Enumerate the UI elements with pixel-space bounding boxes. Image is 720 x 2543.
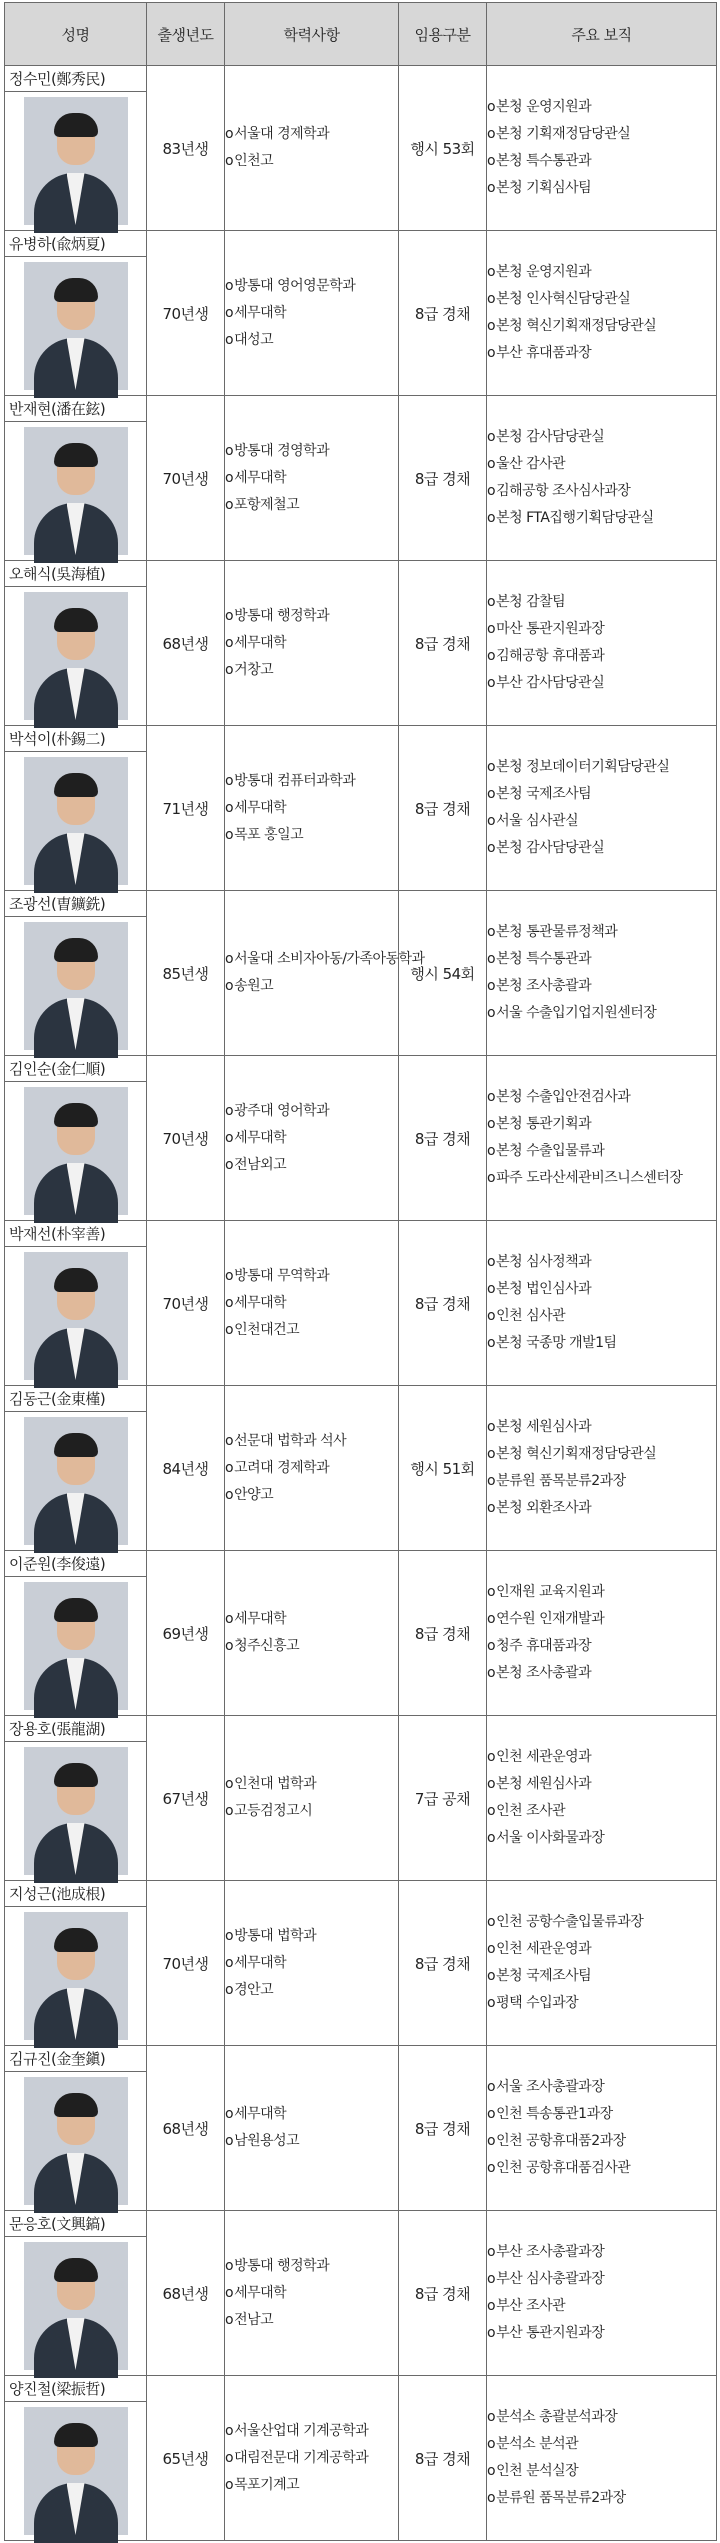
appointment-type: 8급 경채: [399, 561, 487, 726]
education-item: o 방통대 행정학과: [225, 2253, 398, 2280]
position-item: o 분류원 품목분류2과장: [487, 2485, 716, 2512]
position-item: o 본청 국제조사팀: [487, 1963, 716, 1990]
position-item: o 본청 수출입안전검사과: [487, 1084, 716, 1111]
portrait-hair: [54, 278, 98, 302]
appointment-type: 8급 경채: [399, 1056, 487, 1221]
position-item: o 본청 운영지원과: [487, 259, 716, 286]
portrait-hair: [54, 113, 98, 137]
position-item: o 본청 외환조사과: [487, 1495, 716, 1522]
positions-list: [487, 2239, 716, 2347]
education-cell: [225, 561, 399, 726]
person-name-row: [5, 1716, 717, 1742]
positions-cell: [487, 1221, 717, 1386]
person-name-row: [5, 2376, 717, 2402]
position-item: o 본청 통관기획과: [487, 1111, 716, 1138]
position-item: o 평택 수입과장: [487, 1990, 716, 2017]
portrait-hair: [54, 2258, 98, 2282]
education-item: o 대림전문대 기계공학과: [225, 2445, 398, 2472]
positions-list: [487, 754, 716, 862]
education-item: o 대성고: [225, 327, 398, 354]
education-list: [225, 603, 398, 684]
portrait-photo: [24, 2077, 128, 2205]
education-item: o 세무대학: [225, 630, 398, 657]
portrait-photo: [24, 2242, 128, 2370]
education-item: o 세무대학: [225, 795, 398, 822]
positions-cell: [487, 726, 717, 891]
appointment-type: 8급 경채: [399, 2211, 487, 2376]
positions-list: [487, 1744, 716, 1852]
position-item: o 인재원 교육지원과: [487, 1579, 716, 1606]
position-item: o 본청 운영지원과: [487, 94, 716, 121]
portrait-hair: [54, 773, 98, 797]
education-list: [225, 1428, 398, 1509]
position-item: o 인천 분석실장: [487, 2458, 716, 2485]
education-list: [225, 1771, 398, 1825]
appointment-type: 8급 경채: [399, 1221, 487, 1386]
portrait-photo: [24, 1417, 128, 1545]
position-item: o 본청 특수통관과: [487, 148, 716, 175]
position-item: o 인천 공항휴대품2과장: [487, 2128, 716, 2155]
person-name-row: [5, 891, 717, 917]
positions-list: [487, 1909, 716, 2017]
positions-cell: [487, 66, 717, 231]
positions-list: [487, 1579, 716, 1687]
education-item: o 인천대건고: [225, 1317, 398, 1344]
education-item: o 전남외고: [225, 1152, 398, 1179]
education-item: o 청주신흥고: [225, 1633, 398, 1660]
position-item: o 본청 특수통관과: [487, 946, 716, 973]
position-item: o 인천 조사관: [487, 1798, 716, 1825]
position-item: o 분류원 품목분류2과장: [487, 1468, 716, 1495]
person-name: 조광선(曺鑛銑): [5, 891, 147, 917]
portrait-photo: [24, 1252, 128, 1380]
birth-year: 71년생: [147, 726, 225, 891]
positions-list: [487, 919, 716, 1027]
education-item: o 세무대학: [225, 1950, 398, 1977]
education-cell: [225, 66, 399, 231]
education-cell: [225, 1056, 399, 1221]
photo-cell: [5, 1907, 147, 2046]
education-cell: [225, 396, 399, 561]
person-name: 김동근(金東槿): [5, 1386, 147, 1412]
portrait-photo: [24, 427, 128, 555]
position-item: o 본청 감사담당관실: [487, 424, 716, 451]
position-item: o 인천 세관운영과: [487, 1744, 716, 1771]
personnel-table: [4, 2, 717, 2541]
person-name-row: [5, 2046, 717, 2072]
header-name: 성명: [5, 3, 147, 66]
position-item: o 본청 혁신기획재정담당관실: [487, 313, 716, 340]
position-item: o 본청 혁신기획재정담당관실: [487, 1441, 716, 1468]
position-item: o 분석소 분석관: [487, 2431, 716, 2458]
portrait-hair: [54, 443, 98, 467]
portrait-photo: [24, 97, 128, 225]
education-item: o 방통대 행정학과: [225, 603, 398, 630]
birth-year: 68년생: [147, 2211, 225, 2376]
appointment-type: 8급 경채: [399, 2376, 487, 2541]
portrait-hair: [54, 1928, 98, 1952]
positions-cell: [487, 2211, 717, 2376]
positions-list: [487, 589, 716, 697]
photo-cell: [5, 1412, 147, 1551]
person-name: 박석이(朴錫二): [5, 726, 147, 752]
education-item: o 고등검정고시: [225, 1798, 398, 1825]
photo-cell: [5, 917, 147, 1056]
education-item: o 선문대 법학과 석사: [225, 1428, 398, 1455]
education-list: [225, 273, 398, 354]
education-cell: [225, 891, 425, 1056]
birth-year: 70년생: [147, 231, 225, 396]
birth-year: 70년생: [147, 396, 225, 561]
education-item: o 송원고: [225, 973, 398, 1000]
position-item: o 인천 심사관: [487, 1303, 716, 1330]
portrait-hair: [54, 2093, 98, 2117]
education-item: o 광주대 영어학과: [225, 1098, 398, 1125]
position-item: o 부산 휴대품과장: [487, 340, 716, 367]
photo-cell: [5, 92, 147, 231]
portrait-hair: [54, 1763, 98, 1787]
education-item: o 서울산업대 기계공학과: [225, 2418, 398, 2445]
position-item: o 본청 통관물류정책과: [487, 919, 716, 946]
education-item: o 서울대 소비자아동/가족아동학과: [225, 946, 398, 973]
person-name: 김인순(金仁順): [5, 1056, 147, 1082]
positions-cell: [487, 1716, 717, 1881]
education-cell: [225, 231, 399, 396]
position-item: o 본청 국종망 개발1팀: [487, 1330, 716, 1357]
birth-year: 68년생: [147, 561, 225, 726]
education-list: [225, 946, 425, 1000]
positions-list: [487, 1084, 716, 1192]
education-item: o 고려대 경제학과: [225, 1455, 398, 1482]
positions-list: [487, 259, 716, 367]
position-item: o 서울 수출입기업지원센터장: [487, 1000, 716, 1027]
education-item: o 안양고: [225, 1482, 398, 1509]
positions-cell: [487, 891, 717, 1056]
person-name-row: [5, 231, 717, 257]
portrait-hair: [54, 1268, 98, 1292]
photo-cell: [5, 1247, 147, 1386]
portrait-photo: [24, 1912, 128, 2040]
birth-year: 85년생: [147, 891, 225, 1056]
education-list: [225, 1606, 398, 1660]
portrait-photo: [24, 262, 128, 390]
portrait-hair: [54, 2423, 98, 2447]
header-education: 학력사항: [225, 3, 399, 66]
header-birth-year: 출생년도: [147, 3, 225, 66]
education-item: o 방통대 컴퓨터과학과: [225, 768, 398, 795]
positions-list: [487, 2074, 716, 2182]
person-name: 이준원(李俊遠): [5, 1551, 147, 1577]
position-item: o 김해공항 조사심사과장: [487, 478, 716, 505]
position-item: o 부산 통관지원과장: [487, 2320, 716, 2347]
education-list: [225, 1098, 398, 1179]
position-item: o 청주 휴대품과장: [487, 1633, 716, 1660]
birth-year: 70년생: [147, 1221, 225, 1386]
education-list: [225, 1263, 398, 1344]
positions-cell: [487, 561, 717, 726]
position-item: o 부산 조사총괄과장: [487, 2239, 716, 2266]
education-item: o 세무대학: [225, 465, 398, 492]
education-item: o 포항제철고: [225, 492, 398, 519]
photo-cell: [5, 257, 147, 396]
education-item: o 거창고: [225, 657, 398, 684]
portrait-hair: [54, 1103, 98, 1127]
appointment-type: 행시 54회: [399, 891, 487, 1056]
portrait-photo: [24, 1582, 128, 1710]
appointment-type: 8급 경채: [399, 396, 487, 561]
person-name: 오해식(吳海植): [5, 561, 147, 587]
position-item: o 인천 공항수출입물류과장: [487, 1909, 716, 1936]
portrait-hair: [54, 1598, 98, 1622]
education-cell: [225, 1881, 399, 2046]
person-name-row: [5, 1056, 717, 1082]
positions-list: [487, 94, 716, 202]
portrait-photo: [24, 922, 128, 1050]
position-item: o 본청 조사총괄과: [487, 1660, 716, 1687]
position-item: o 서울 심사관실: [487, 808, 716, 835]
portrait-hair: [54, 608, 98, 632]
position-item: o 본청 조사총괄과: [487, 973, 716, 1000]
position-item: o 마산 통관지원과장: [487, 616, 716, 643]
person-name: 박재선(朴宰善): [5, 1221, 147, 1247]
photo-cell: [5, 587, 147, 726]
education-item: o 남원용성고: [225, 2128, 398, 2155]
position-item: o 인천 특송통관1과장: [487, 2101, 716, 2128]
education-list: [225, 2253, 398, 2334]
education-item: o 경안고: [225, 1977, 398, 2004]
appointment-type: 8급 경채: [399, 231, 487, 396]
education-item: o 목포기계고: [225, 2472, 398, 2499]
person-name: 김규진(金奎鎭): [5, 2046, 147, 2072]
person-name-row: [5, 1881, 717, 1907]
education-list: [225, 438, 398, 519]
position-item: o 서울 이사화물과장: [487, 1825, 716, 1852]
education-cell: [225, 2211, 399, 2376]
person-name: 장용호(張龍湖): [5, 1716, 147, 1742]
birth-year: 83년생: [147, 66, 225, 231]
education-item: o 방통대 무역학과: [225, 1263, 398, 1290]
position-item: o 연수원 인재개발과: [487, 1606, 716, 1633]
position-item: o 울산 감사관: [487, 451, 716, 478]
positions-cell: [487, 1056, 717, 1221]
appointment-type: 8급 경채: [399, 726, 487, 891]
appointment-type: 7급 공채: [399, 1716, 487, 1881]
education-item: o 서울대 경제학과: [225, 121, 398, 148]
position-item: o 본청 심사정책과: [487, 1249, 716, 1276]
birth-year: 70년생: [147, 1881, 225, 2046]
appointment-type: 8급 경채: [399, 2046, 487, 2211]
positions-list: [487, 424, 716, 532]
birth-year: 68년생: [147, 2046, 225, 2211]
position-item: o 본청 세원심사과: [487, 1414, 716, 1441]
position-item: o 본청 기획심사팀: [487, 175, 716, 202]
portrait-photo: [24, 592, 128, 720]
person-name: 지성근(池成根): [5, 1881, 147, 1907]
education-item: o 세무대학: [225, 300, 398, 327]
education-cell: [225, 1716, 399, 1881]
photo-cell: [5, 2072, 147, 2211]
person-name: 문응호(文興鎬): [5, 2211, 147, 2237]
portrait-photo: [24, 2407, 128, 2535]
education-item: o 전남고: [225, 2307, 398, 2334]
position-item: o 김해공항 휴대품과: [487, 643, 716, 670]
position-item: o 본청 감찰팀: [487, 589, 716, 616]
education-item: o 인천대 법학과: [225, 1771, 398, 1798]
person-name-row: [5, 1221, 717, 1247]
position-item: o 본청 세원심사과: [487, 1771, 716, 1798]
position-item: o 인천 세관운영과: [487, 1936, 716, 1963]
table-body: [5, 66, 717, 2541]
position-item: o 본청 정보데이터기획담당관실: [487, 754, 716, 781]
education-cell: [225, 1221, 399, 1386]
positions-cell: [487, 231, 717, 396]
person-name-row: [5, 66, 717, 92]
photo-cell: [5, 2402, 147, 2541]
education-item: o 세무대학: [225, 2101, 398, 2128]
education-item: o 목포 홍일고: [225, 822, 398, 849]
position-item: o 분석소 총괄분석과장: [487, 2404, 716, 2431]
person-name-row: [5, 1386, 717, 1412]
education-cell: [225, 2376, 399, 2541]
person-name-row: [5, 726, 717, 752]
photo-cell: [5, 1742, 147, 1881]
person-name-row: [5, 561, 717, 587]
appointment-type: 8급 경채: [399, 1551, 487, 1716]
birth-year: 69년생: [147, 1551, 225, 1716]
portrait-hair: [54, 1433, 98, 1457]
position-item: o 본청 법인심사과: [487, 1276, 716, 1303]
person-name-row: [5, 1551, 717, 1577]
photo-cell: [5, 1082, 147, 1221]
education-list: [225, 2418, 398, 2499]
header-appointment: 임용구분: [399, 3, 487, 66]
appointment-type: 행시 51회: [399, 1386, 487, 1551]
education-item: o 세무대학: [225, 1125, 398, 1152]
position-item: o 본청 FTA집행기획담당관실: [487, 505, 716, 532]
education-item: o 인천고: [225, 148, 398, 175]
position-item: o 인천 공항휴대품검사관: [487, 2155, 716, 2182]
portrait-photo: [24, 1087, 128, 1215]
education-cell: [225, 1551, 399, 1716]
position-item: o 파주 도라산세관비즈니스센터장: [487, 1165, 716, 1192]
birth-year: 84년생: [147, 1386, 225, 1551]
person-name-row: [5, 396, 717, 422]
person-name-row: [5, 2211, 717, 2237]
education-item: o 방통대 법학과: [225, 1923, 398, 1950]
position-item: o 본청 수출입물류과: [487, 1138, 716, 1165]
education-item: o 세무대학: [225, 1290, 398, 1317]
birth-year: 65년생: [147, 2376, 225, 2541]
photo-cell: [5, 2237, 147, 2376]
education-list: [225, 121, 398, 175]
portrait-hair: [54, 938, 98, 962]
position-item: o 부산 조사관: [487, 2293, 716, 2320]
photo-cell: [5, 422, 147, 561]
position-item: o 본청 인사혁신담당관실: [487, 286, 716, 313]
education-cell: [225, 1386, 399, 1551]
education-item: o 방통대 경영학과: [225, 438, 398, 465]
positions-cell: [487, 396, 717, 561]
positions-cell: [487, 2376, 717, 2541]
person-name: 정수민(鄭秀民): [5, 66, 147, 92]
appointment-type: 행시 53회: [399, 66, 487, 231]
education-item: o 세무대학: [225, 2280, 398, 2307]
appointment-type: 8급 경채: [399, 1881, 487, 2046]
photo-cell: [5, 1577, 147, 1716]
education-list: [225, 2101, 398, 2155]
education-item: o 방통대 영어영문학과: [225, 273, 398, 300]
education-item: o 세무대학: [225, 1606, 398, 1633]
education-cell: [225, 726, 399, 891]
person-name: 반재현(潘在鉉): [5, 396, 147, 422]
portrait-photo: [24, 1747, 128, 1875]
person-name: 양진철(梁振哲): [5, 2376, 147, 2402]
person-name: 유병하(兪炳夏): [5, 231, 147, 257]
positions-cell: [487, 1386, 717, 1551]
education-list: [225, 1923, 398, 2004]
education-cell: [225, 2046, 399, 2211]
position-item: o 부산 심사총괄과장: [487, 2266, 716, 2293]
position-item: o 본청 기획재정담당관실: [487, 121, 716, 148]
portrait-photo: [24, 757, 128, 885]
header-positions: 주요 보직: [487, 3, 717, 66]
positions-cell: [487, 1551, 717, 1716]
birth-year: 70년생: [147, 1056, 225, 1221]
table-header: [5, 3, 717, 66]
position-item: o 본청 국제조사팀: [487, 781, 716, 808]
education-list: [225, 768, 398, 849]
positions-cell: [487, 1881, 717, 2046]
birth-year: 67년생: [147, 1716, 225, 1881]
position-item: o 본청 감사담당관실: [487, 835, 716, 862]
position-item: o 부산 감사담당관실: [487, 670, 716, 697]
position-item: o 서울 조사총괄과장: [487, 2074, 716, 2101]
positions-list: [487, 2404, 716, 2512]
positions-list: [487, 1414, 716, 1522]
photo-cell: [5, 752, 147, 891]
positions-list: [487, 1249, 716, 1357]
positions-cell: [487, 2046, 717, 2211]
